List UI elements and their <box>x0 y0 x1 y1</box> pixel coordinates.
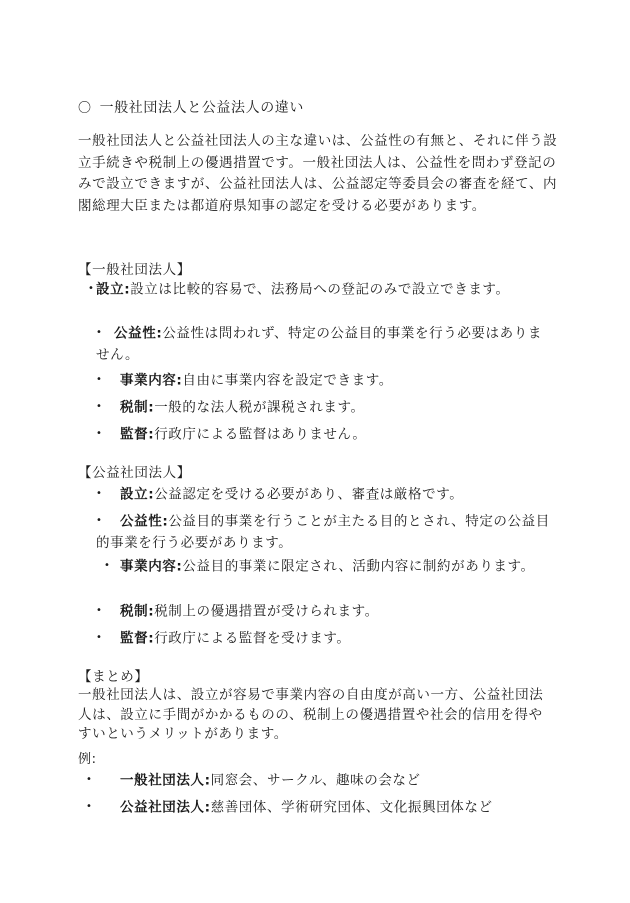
item-sep: : <box>176 558 183 575</box>
ippan-item-kantoku <box>96 424 367 446</box>
example-item-koeki <box>86 797 493 819</box>
example-item-ippan <box>86 770 421 792</box>
item-desc: 設立は比較的容易で、法務局への登記のみで設立できます。 <box>130 281 510 298</box>
document-title <box>78 97 304 117</box>
item-sep: : <box>162 513 169 530</box>
bullet-icon: • <box>88 283 95 294</box>
item-term: 事業内容 <box>120 372 177 389</box>
item-term: 設立 <box>120 486 149 503</box>
ippan-item-jigyo <box>96 370 393 392</box>
title-text: 一般社団法人と公益法人の違い <box>99 100 305 116</box>
intro-paragraph: 一般社団法人と公益社団法人の主な違いは、公益性の有無と、それに伴う設立手続きや税制上の優遇措置です。一般社団法人は、公益性を問わず登記のみで設立できますが、公益社団法人は、公益認定等委員会の審査を経て、内閣総理大臣または都道府県知事の認定を受ける必要があります。 <box>78 133 558 214</box>
circle-icon: 〇 <box>78 101 92 116</box>
summary-paragraph: 一般社団法人は、設立が容易で事業内容の自由度が高い一方、公益社団法人は、設立に手間がかかるものの、税制上の優遇措置や社会的信用を得やすいというメリットがあります。 <box>78 687 544 742</box>
item-term: 公益性 <box>120 513 163 530</box>
item-sep: : <box>148 426 155 443</box>
summary-heading: 【まとめ】 <box>78 669 149 685</box>
item-sep: : <box>204 799 211 816</box>
bullet-icon: • <box>96 488 103 499</box>
item-term: 税制 <box>120 603 149 620</box>
item-term: 監督 <box>120 426 149 443</box>
item-sep: : <box>156 325 163 342</box>
bullet-icon: • <box>86 774 93 785</box>
koeki-item-jigyo <box>104 556 554 578</box>
item-desc: 行政庁による監督はありません。 <box>154 426 367 443</box>
bullet-icon: • <box>86 801 93 812</box>
koeki-item-zeisei <box>96 601 379 623</box>
item-term: 設立 <box>96 281 125 298</box>
item-term: 監督 <box>120 630 149 647</box>
item-desc: 慈善団体、学術研究団体、文化振興団体など <box>210 799 493 816</box>
bullet-icon: • <box>96 515 103 526</box>
item-desc: 公益性は問われず、特定の公益目的事業を行う必要はありません。 <box>96 325 542 363</box>
koeki-heading: 【公益社団法人】 <box>78 465 191 481</box>
example-label: 例: <box>78 752 97 767</box>
item-term: 公益社団法人 <box>120 799 205 816</box>
bullet-icon: • <box>96 632 103 643</box>
item-term: 事業内容 <box>120 558 177 575</box>
item-desc: 自由に事業内容を設定できます。 <box>182 372 393 389</box>
bullet-icon: • <box>96 327 103 338</box>
ippan-item-setsuritsu <box>88 279 548 301</box>
koeki-item-setsuritsu <box>96 484 463 506</box>
ippan-heading: 【一般社団法人】 <box>78 262 191 278</box>
item-desc: 行政庁による監督を受けます。 <box>154 630 351 647</box>
item-desc: 公益認定を受ける必要があり、審査は厳格です。 <box>154 486 464 503</box>
item-term: 一般社団法人 <box>120 772 205 789</box>
koeki-item-kantoku <box>96 628 351 650</box>
ippan-item-zeisei <box>96 397 365 419</box>
item-term: 税制 <box>120 399 149 416</box>
bullet-icon: • <box>96 605 103 616</box>
item-sep: : <box>148 399 155 416</box>
bullet-icon: • <box>96 374 103 385</box>
item-term: 公益性 <box>114 325 157 342</box>
bullet-icon: • <box>104 560 111 571</box>
item-sep: : <box>176 372 183 389</box>
item-desc: 税制上の優遇措置が受けられます。 <box>154 603 379 620</box>
ippan-item-koekisei <box>96 323 551 366</box>
bullet-icon: • <box>96 401 103 412</box>
bullet-icon: • <box>96 428 103 439</box>
item-desc: 公益目的事業を行うことが主たる目的とされ、特定の公益目的事業を行う必要があります。 <box>96 513 550 551</box>
item-sep: : <box>204 772 211 789</box>
item-desc: 一般的な法人税が課税されます。 <box>154 399 365 416</box>
koeki-item-koekisei <box>96 511 556 554</box>
item-sep: : <box>124 281 131 298</box>
item-sep: : <box>148 486 155 503</box>
item-sep: : <box>148 603 155 620</box>
item-desc: 同窓会、サークル、趣味の会など <box>210 772 421 789</box>
item-sep: : <box>148 630 155 647</box>
item-desc: 公益目的事業に限定され、活動内容に制約があります。 <box>182 558 535 575</box>
